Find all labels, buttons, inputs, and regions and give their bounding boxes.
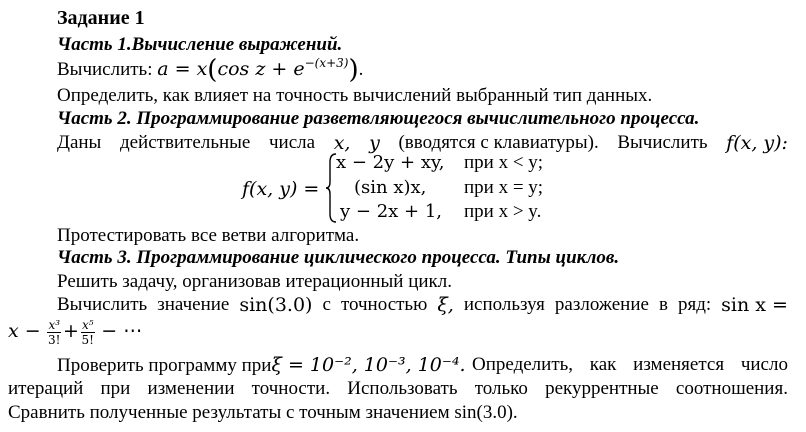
part3-compute-line: Вычислить значение sin(3.0) с точностью ξ, используя разложение в ряд: sin x = (57, 294, 788, 316)
case-2-expr: (sin x)x, (354, 177, 427, 198)
part3-check-line: Проверить программу приξ = 10⁻², 10⁻³, 10⁻⁴. Определить, как изменяется число (57, 354, 788, 376)
formula-mid: cos z + e (217, 58, 305, 80)
case-3-expr: y − 2x + 1, (340, 201, 442, 222)
formula-lhs: a = x (157, 58, 208, 80)
case-3-cond: при x > y. (464, 201, 542, 222)
compute-label: Вычислить: (57, 59, 153, 80)
part3-iterations-line: итераций при изменении точности. Использовать только рекуррентные соотношения. (8, 378, 788, 399)
part2-heading: Часть 2. Программирование разветвляющегося вычислительного процесса. (57, 108, 700, 129)
part3-solve-line: Решить задачу, организовав итерационный цикл. (57, 271, 453, 292)
part1-formula-line: Вычислить: a = x(cos $z + e^{-(x+3)}$). (57, 55, 364, 85)
formula-exponent: −(x+3) (304, 56, 349, 70)
part2-given-line: Даны действительные числа x, y (вводятся с клавиатуры). Вычислить f(x, y): (57, 132, 788, 154)
series-term-1: $\frac{\text{x³}}{3!}$ (47, 318, 61, 347)
case-2-cond: при x = y; (464, 177, 544, 198)
formula-end: . (358, 59, 364, 80)
case-1-expr: x − 2y + xy, (336, 152, 445, 173)
part2-test-line: Протестировать все ветви алгоритма. (57, 225, 360, 246)
part1-task: Определить, как влияет на точность вычислений выбранный тип данных. (57, 85, 653, 106)
func-lhs: f(x, y) = (242, 178, 320, 200)
series-term-2: $\frac{\text{x⁵}}{5!}$ (81, 318, 94, 347)
part1-heading: Часть 1.Вычисление выражений. (57, 34, 343, 55)
case-1-cond: при x < y; (464, 152, 544, 173)
series-expansion: x − $\frac{\text{x³}}{3!}$ + $\frac{\text{x⁵}}{5!}$ − ⋯ (8, 318, 143, 347)
part3-heading: Часть 3. Программирование циклического процесса. Типы циклов. (57, 247, 620, 268)
part3-compare-line: Сравнить полученные результаты с точным значением sin(3.0). (8, 402, 518, 423)
task-title: Задание 1 (57, 7, 145, 29)
